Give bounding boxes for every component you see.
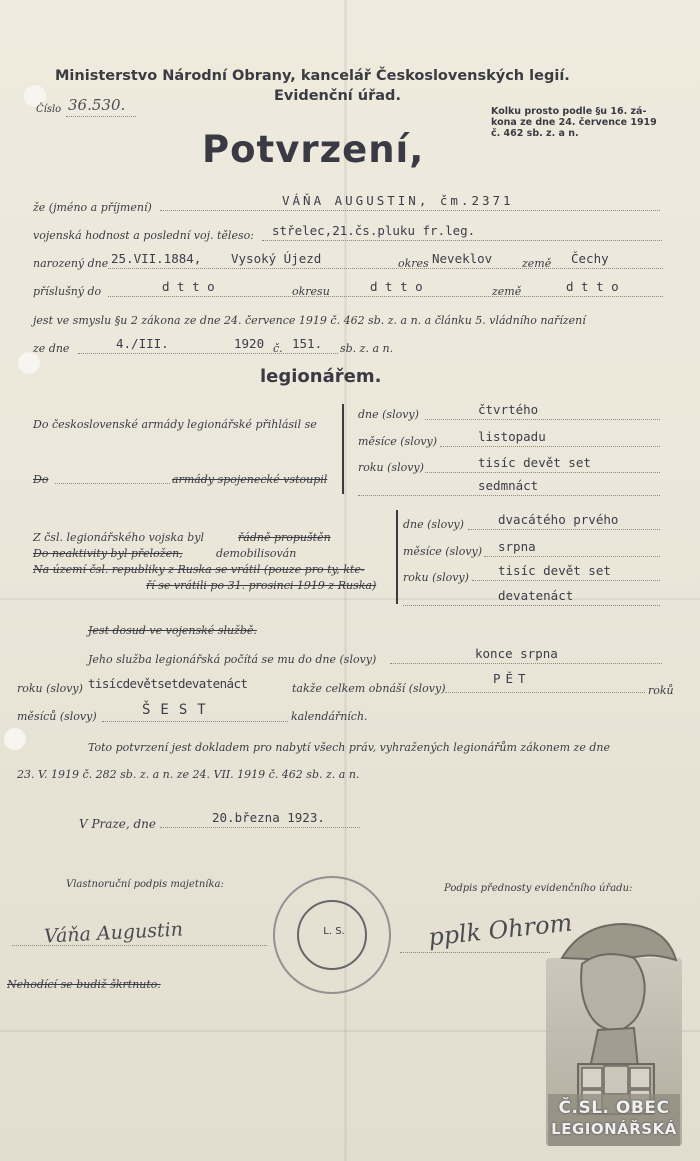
place-date-value: 20.března 1923. xyxy=(212,810,325,825)
dotted-line xyxy=(468,529,660,530)
zeme2-label: země xyxy=(492,285,522,298)
pocita-label: Jeho služba legionářská počítá se mu do dne (slovy) xyxy=(88,653,377,666)
sec1-dne-label: dne (slovy) xyxy=(358,408,419,421)
ministry-heading: Ministerstvo Národní Obrany, kancelář Československých legií. xyxy=(55,68,570,84)
kolky-line-1: Kolku prosto podle §u 16. zá- xyxy=(491,106,647,117)
sec2-line1b: řádně propuštěn xyxy=(238,531,331,544)
zeme-label: země xyxy=(522,257,552,270)
sec1-mesice-value: listopadu xyxy=(478,429,546,444)
logo-line1: Č.SL. OBEC xyxy=(558,1098,670,1118)
document-title: Potvrzení, xyxy=(202,128,425,171)
sluzba-roku-label: roku (slovy) xyxy=(17,682,83,695)
official-stamp xyxy=(273,876,391,994)
sec1-spojenecke: armády spojenecké vstoupil xyxy=(172,473,328,486)
dotted-line xyxy=(472,580,660,581)
brace-line xyxy=(396,510,398,604)
celkem-label: takže celkem obnáší (slovy) xyxy=(292,682,446,695)
brace-line xyxy=(342,404,344,494)
prislusny-label: příslušný do xyxy=(33,285,102,298)
sec1-dne-value: čtvrtého xyxy=(478,402,539,417)
jmeno-value: VÁŇA AUGUSTIN, čm.2371 xyxy=(282,193,514,208)
prislusny-value: d t t o xyxy=(162,279,215,294)
okresu-label: okresu xyxy=(292,285,330,298)
narozeny-label: narozený dne xyxy=(33,257,109,270)
sec1-line1: Do československé armády legionářské přihlásil se xyxy=(33,418,317,431)
okres-label: okres xyxy=(398,257,429,270)
cislo-label: Číslo xyxy=(36,104,62,115)
c-label: č. xyxy=(273,342,283,355)
legion-heading: legionářem. xyxy=(260,366,382,387)
sb-label: sb. z. a n. xyxy=(340,342,394,355)
zakon-text: jest ve smyslu §u 2 zákona ze dne 24. července 1919 č. 462 sb. z. a n. a článku 5. vládního nařízení xyxy=(33,314,586,327)
dotted-line xyxy=(262,240,662,241)
zeme2-value: d t t o xyxy=(566,279,619,294)
dotted-line xyxy=(425,472,660,473)
dotted-line xyxy=(78,353,338,354)
logo-line2: LEGIONÁŘSKÁ xyxy=(551,1120,677,1138)
hodnost-label: vojenská hodnost a poslední voj. těleso: xyxy=(33,229,254,242)
sec2-line2b: demobilisován xyxy=(216,547,297,560)
dotted-line xyxy=(403,605,660,606)
sec1-do: Do xyxy=(33,473,49,486)
dotted-line xyxy=(358,495,660,496)
kalendarnich-text: kalendářních. xyxy=(291,710,368,723)
sec2-roku-label: roku (slovy) xyxy=(403,571,469,584)
sec2-line2a: Do neaktivity byl přeložen, xyxy=(33,547,183,560)
sec2-dne-label: dne (slovy) xyxy=(403,518,464,531)
sluzba-roku-value: tisícdevětsetdevatenáct xyxy=(88,676,248,691)
doklad-line2: 23. V. 1919 č. 282 sb. z. a n. ze 24. VII. 1919 č. 462 sb. z. a n. xyxy=(17,768,360,781)
dotted-line xyxy=(55,483,170,484)
stamp-inner-circle xyxy=(297,900,367,970)
celkem-value: PĚT xyxy=(493,671,531,686)
dotted-line xyxy=(102,721,288,722)
dosud-text: Jest dosud ve vojenské službě. xyxy=(88,624,257,637)
sec2-mesice-label: měsíce (slovy) xyxy=(403,545,483,558)
mesicu-label: měsíců (slovy) xyxy=(17,710,97,723)
pocita-value: konce srpna xyxy=(475,646,558,661)
jmeno-label: že (jméno a příjmení) xyxy=(33,201,152,214)
sec2-line3: Na území čsl. republiky z Ruska se vrátil (pouze pro ty, kte- xyxy=(33,563,365,576)
fold-line xyxy=(0,598,700,600)
legion-watermark-logo xyxy=(542,918,686,1150)
c-value: 151. xyxy=(292,336,323,351)
ze-dne-value: 4./III. xyxy=(116,336,169,351)
dotted-line xyxy=(160,827,360,828)
roku-suffix: roků xyxy=(648,684,674,697)
owner-signature: Váňa Augustin xyxy=(43,918,184,948)
dotted-line xyxy=(108,296,663,297)
sec2-dne-value: dvacátého prvého xyxy=(498,512,619,527)
chief-signature: pplk Ohrom xyxy=(426,908,574,952)
dotted-line xyxy=(425,419,660,420)
nehodici-text: Nehodící se budiž škrtnuto. xyxy=(7,978,161,991)
hodnost-value: střelec,21.čs.pluku fr.leg. xyxy=(272,223,476,238)
narozeny-date: 25.VII.1884, xyxy=(111,251,202,266)
sec1-roku-value1: tisíc devět set xyxy=(478,455,591,470)
narozeny-place: Vysoký Újezd xyxy=(231,251,322,266)
stamp-text: L. S. xyxy=(323,926,345,937)
rok-value: 1920 xyxy=(234,336,265,351)
okresu-value: d t t o xyxy=(370,279,423,294)
office-heading: Evidenční úřad. xyxy=(274,88,401,104)
dotted-line xyxy=(390,663,662,664)
dotted-line xyxy=(440,446,660,447)
dotted-line xyxy=(108,268,663,269)
place-date-label: V Praze, dne xyxy=(79,817,157,831)
kolky-line-2: kona ze dne 24. července 1919 xyxy=(491,117,657,128)
sec1-roku-label: roku (slovy) xyxy=(358,461,424,474)
dotted-line xyxy=(445,692,645,693)
owner-sig-label: Vlastnoruční podpis majetníka: xyxy=(66,879,224,890)
sec2-line4: ří se vrátili po 31. prosinci 1919 z Ruska) xyxy=(146,579,377,592)
chief-sig-label: Podpis přednosty evidenčního úřadu: xyxy=(444,883,633,894)
dotted-line xyxy=(160,210,660,211)
punch-hole xyxy=(18,352,40,374)
punch-hole xyxy=(4,728,26,750)
kolky-line-3: č. 462 sb. z. a n. xyxy=(491,128,579,139)
sec2-line1a: Z čsl. legionářského vojska byl xyxy=(33,531,204,544)
cislo-value: 36.530. xyxy=(68,96,126,114)
sec1-roku-value2: sedmnáct xyxy=(478,478,539,493)
ze-dne-label: ze dne xyxy=(33,342,70,355)
dotted-line xyxy=(400,952,550,953)
sec1-mesice-label: měsíce (slovy) xyxy=(358,435,438,448)
mesicu-value: ŠEST xyxy=(142,702,216,718)
okres-value: Neveklov xyxy=(432,251,493,266)
dotted-line xyxy=(484,556,660,557)
sec2-roku-value1: tisíc devět set xyxy=(498,563,611,578)
zeme-value: Čechy xyxy=(571,251,609,266)
doklad-line1: Toto potvrzení jest dokladem pro nabytí všech práv, vyhražených legionářům zákonem ze dne xyxy=(88,741,610,754)
sec2-mesice-value: srpna xyxy=(498,539,536,554)
dotted-line xyxy=(12,945,267,946)
dotted-line xyxy=(66,116,136,117)
sec2-roku-value2: devatenáct xyxy=(498,588,574,603)
